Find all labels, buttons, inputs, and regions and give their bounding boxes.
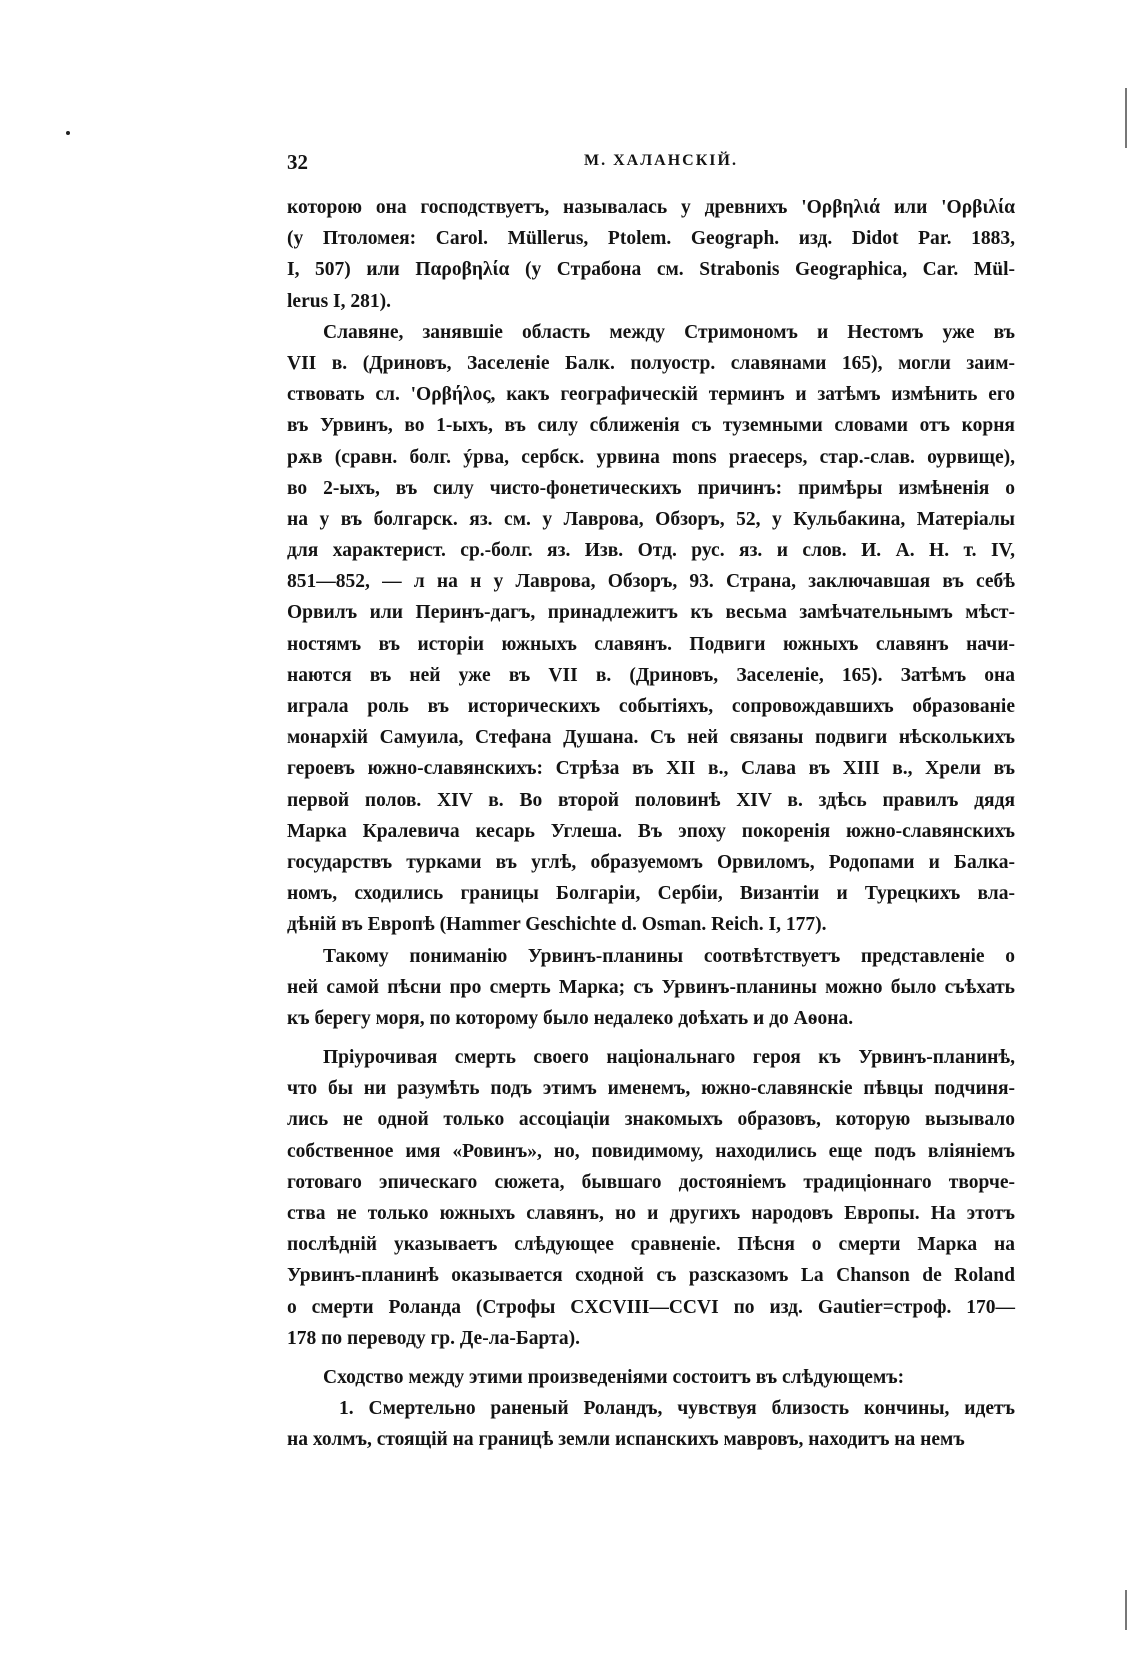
text-line: Орвилъ или Перинъ-дагъ, принадлежитъ къ весьма замѣчательнымъ мѣст- xyxy=(287,602,1015,624)
text-line: номъ, сходились границы Болгаріи, Сербіи, Византіи и Турецкихъ вла- xyxy=(287,883,1015,905)
text-line: lerus I, 281). xyxy=(287,290,391,312)
page-number: 32 xyxy=(287,150,308,174)
text-line: для характерист. ср.-болг. яз. Изв. Отд. рус. яз. и слов. И. А. Н. т. IV, xyxy=(287,540,1015,562)
text-line: 178 по переводу гр. Де-ла-Барта). xyxy=(287,1327,581,1349)
text-line: Пріурочивая смерть своего національнаго героя къ Урвинъ-планинѣ, xyxy=(323,1047,1015,1069)
paragraph xyxy=(287,1042,1015,1354)
text-line: 1. Смертельно раненый Роландъ, чувствуя близость кончины, идетъ xyxy=(339,1398,1015,1420)
text-line: готоваго эпическаго сюжета, бывшаго достояніемъ традиціоннаго творче- xyxy=(287,1171,1015,1193)
paragraph-gap xyxy=(287,1354,1015,1362)
text-line: во 2-ыхъ, въ силу чисто-фонетическихъ причинъ: примѣры измѣненія о xyxy=(287,477,1015,499)
text-line: къ берегу моря, по которому было недалеко доѣхать и до Аѳона. xyxy=(287,1007,854,1029)
text-line: ностямъ въ исторіи южныхъ славянъ. Подвиги южныхъ славянъ начи- xyxy=(287,633,1015,655)
text-line: на у въ болгарск. яз. см. у Лаврова, Обзоръ, 52, у Кульбакина, Матеріалы xyxy=(287,508,1015,530)
text-line: которою она господствуетъ, называлась у древнихъ 'Ορβηλιά или 'Ορβιλία xyxy=(287,197,1015,218)
text-line: дѣній въ Европѣ (Hammer Geschichte d. Osman. Reich. I, 177). xyxy=(287,914,827,936)
text-line: Марка Кралевича кесарь Углеша. Въ эпоху покоренія южно-славянскихъ xyxy=(287,820,1015,842)
text-line: о смерти Роланда (Строфы CXCVIII—CCVI по изд. Gautier=строф. 170— xyxy=(287,1296,1015,1318)
text-line: Сходство между этими произведеніями состоитъ въ слѣдующемъ: xyxy=(323,1366,905,1388)
body-text xyxy=(287,192,1015,1456)
text-line: ней самой пѣсни про смерть Марка; съ Урвинъ-планины можно было съѣхать xyxy=(287,976,1015,998)
paragraph xyxy=(287,941,1015,1035)
paragraph xyxy=(287,317,1015,941)
text-line: Славяне, занявшіе область между Стримономъ и Нестомъ уже въ xyxy=(323,321,1015,343)
text-line: на холмъ, стоящій на границѣ земли испанскихъ мавровъ, находитъ на немъ xyxy=(287,1429,965,1451)
text-line: Урвинъ-планинѣ оказывается сходной съ разсказомъ La Chanson de Roland xyxy=(287,1265,1015,1287)
text-line: VII в. (Дриновъ, Заселеніе Балк. полуостр. славянами 165), могли заим- xyxy=(287,352,1015,374)
text-line: 851—852, — л на н у Лаврова, Обзоръ, 93. Страна, заключавшая въ себѣ xyxy=(287,571,1015,593)
text-line: героевъ южно-славянскихъ: Стрѣза въ XII в., Слава въ XIII в., Хрели въ xyxy=(287,758,1015,780)
text-line: что бы ни разумѣть подъ этимъ именемъ, южно-славянскіе пѣвцы подчиня- xyxy=(287,1078,1015,1100)
running-title: М. ХАЛАНСКІЙ. xyxy=(584,152,738,169)
text-line: Такому пониманію Урвинъ-планины соотвѣтствуетъ представленіе о xyxy=(323,945,1015,967)
text-line: рѫв (сравн. болг. ýрва, сербск. урвина mons praeceps, стар.-слав. оурвище), xyxy=(287,446,1015,468)
scan-speck xyxy=(66,131,70,135)
text-line: ства не только южныхъ славянъ, но и другихъ народовъ Европы. На этотъ xyxy=(287,1203,1015,1224)
text-line: лись не одной только ассоціаціи знакомыхъ образовъ, которую вызывало xyxy=(287,1109,1015,1131)
text-line: государствъ турками въ углѣ, образуемомъ Орвиломъ, Родопами и Балка- xyxy=(287,851,1015,873)
text-line: первой полов. XIV в. Во второй половинѣ XIV в. здѣсь правилъ дядя xyxy=(287,789,1015,811)
text-line: наются въ ней уже въ VII в. (Дриновъ, Заселеніе, 165). Затѣмъ она xyxy=(287,664,1015,686)
text-line: монархій Самуила, Стефана Душана. Съ ней связаны подвиги нѣсколькихъ xyxy=(287,727,1015,749)
paragraph-gap xyxy=(287,1034,1015,1042)
text-line: въ Урвинъ, во 1-ыхъ, въ силу сближенія съ туземными словами отъ корня xyxy=(287,415,1015,437)
paragraph xyxy=(287,192,1015,317)
running-head xyxy=(287,150,1015,180)
text-line: I, 507) или Παροβηλία (у Страбона см. Strabonis Geographica, Car. Mül- xyxy=(287,259,1015,281)
text-line: послѣдній указываетъ слѣдующее сравненіе. Пѣсня о смерти Марка на xyxy=(287,1234,1015,1256)
scan-edge-mark xyxy=(1125,1590,1127,1630)
text-line: ствовать сл. 'Ορβήλος, какъ географическій терминъ и затѣмъ измѣнить его xyxy=(287,384,1015,406)
text-line: играла роль въ историческихъ событіяхъ, сопровождавшихъ образованіе xyxy=(287,696,1015,717)
text-line: (у Птоломея: Carol. Müllerus, Ptolem. Geograph. изд. Didot Par. 1883, xyxy=(287,228,1015,250)
scan-edge-mark xyxy=(1125,88,1127,148)
paragraph xyxy=(287,1362,1015,1393)
paragraph xyxy=(287,1393,1015,1455)
text-line: собственное имя «Ровинъ», но, повидимому, находились еще подъ вліяніемъ xyxy=(287,1140,1015,1162)
